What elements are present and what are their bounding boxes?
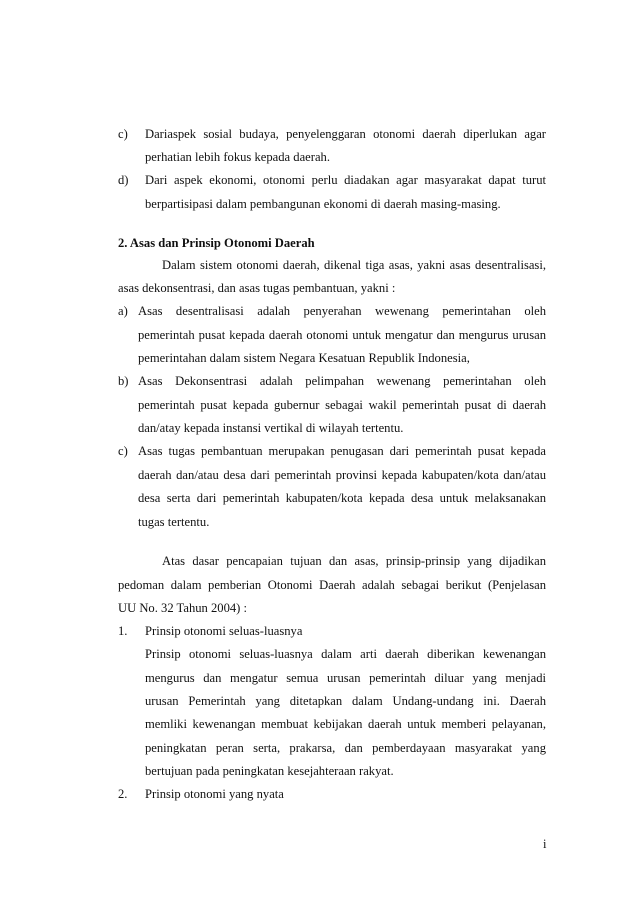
page-number: i xyxy=(543,837,547,851)
prinsip-1-line-6: bertujuan pada peningkatan kesejahteraan rakyat. xyxy=(145,764,394,778)
asas-a-line-1: Asas desentralisasi adalah penyerahan wewenang pemerintahan oleh xyxy=(138,304,546,318)
prinsip-2-title: Prinsip otonomi yang nyata xyxy=(145,787,284,801)
asas-b-line-3: dan/atay kepada instansi vertikal di wilayah tertentu. xyxy=(138,421,404,435)
asas-a-line-3: pemerintahan dalam sistem Negara Kesatuan Republik Indonesia, xyxy=(138,351,470,365)
prinsip-1-line-1: Prinsip otonomi seluas-luasnya dalam arti daerah diberikan kewenangan xyxy=(145,647,546,661)
prinsip-1-line-4: memliki kewenangan membuat kebijakan daerah untuk memberi pelayanan, xyxy=(145,717,546,731)
list-item-d-line-1: Dari aspek ekonomi, otonomi perlu diadakan agar masyarakat dapat turut xyxy=(145,173,546,187)
list-label-c: c) xyxy=(118,127,128,141)
prinsip-intro-line-2: pedoman dalam pemberian Otonomi Daerah adalah sebagai berikut (Penjelasan xyxy=(118,578,546,592)
prinsip-1-line-3: urusan Pemerintah yang ditetapkan dalam Undang-undang ini. Daerah xyxy=(145,694,546,708)
section-intro-line-1: Dalam sistem otonomi daerah, dikenal tiga asas, yakni asas desentralisasi, xyxy=(162,258,546,272)
prinsip-intro-line-1: Atas dasar pencapaian tujuan dan asas, prinsip-prinsip yang dijadikan xyxy=(162,554,546,568)
asas-c-line-1: Asas tugas pembantuan merupakan penugasan dari pemerintah pusat kepada xyxy=(138,444,546,458)
section-heading: 2. Asas dan Prinsip Otonomi Daerah xyxy=(118,236,315,250)
list-label-d: d) xyxy=(118,173,129,187)
prinsip-label-2: 2. xyxy=(118,787,128,801)
list-item-c-line-2: perhatian lebih fokus kepada daerah. xyxy=(145,150,330,164)
list-item-c-line-1: Dariaspek sosial budaya, penyelenggaran otonomi daerah diperlukan agar xyxy=(145,127,546,141)
asas-b-line-2: pemerintah pusat kepada gubernur sebagai wakil pemerintah pusat di daerah xyxy=(138,398,546,412)
asas-a-line-2: pemerintah pusat kepada daerah otonomi untuk mengatur dan mengurus urusan xyxy=(138,328,546,342)
section-intro-line-2: asas dekonsentrasi, dan asas tugas pembantuan, yakni : xyxy=(118,281,396,295)
prinsip-1-line-5: peningkatan peran serta, prakarsa, dan pemberdayaan masyarakat yang xyxy=(145,741,546,755)
asas-label-b: b) xyxy=(118,374,129,388)
list-item-d-line-2: berpartisipasi dalam pembangunan ekonomi di daerah masing-masing. xyxy=(145,197,501,211)
asas-b-line-1: Asas Dekonsentrasi adalah pelimpahan wewenang pemerintahan oleh xyxy=(138,374,546,388)
prinsip-1-title: Prinsip otonomi seluas-luasnya xyxy=(145,624,303,638)
asas-c-line-2: daerah dan/atau desa dari pemerintah provinsi kepada kabupaten/kota dan/atau xyxy=(138,468,546,482)
asas-label-c: c) xyxy=(118,444,128,458)
prinsip-1-line-2: mengurus dan mengatur semua urusan pemerintah diluar yang menjadi xyxy=(145,671,546,685)
prinsip-intro-line-3: UU No. 32 Tahun 2004) : xyxy=(118,601,248,615)
asas-label-a: a) xyxy=(118,304,128,318)
asas-c-line-3: desa serta dari pemerintah kabupaten/kota kepada desa untuk melaksanakan xyxy=(138,491,546,505)
asas-c-line-4: tugas tertentu. xyxy=(138,515,210,529)
prinsip-label-1: 1. xyxy=(118,624,128,638)
